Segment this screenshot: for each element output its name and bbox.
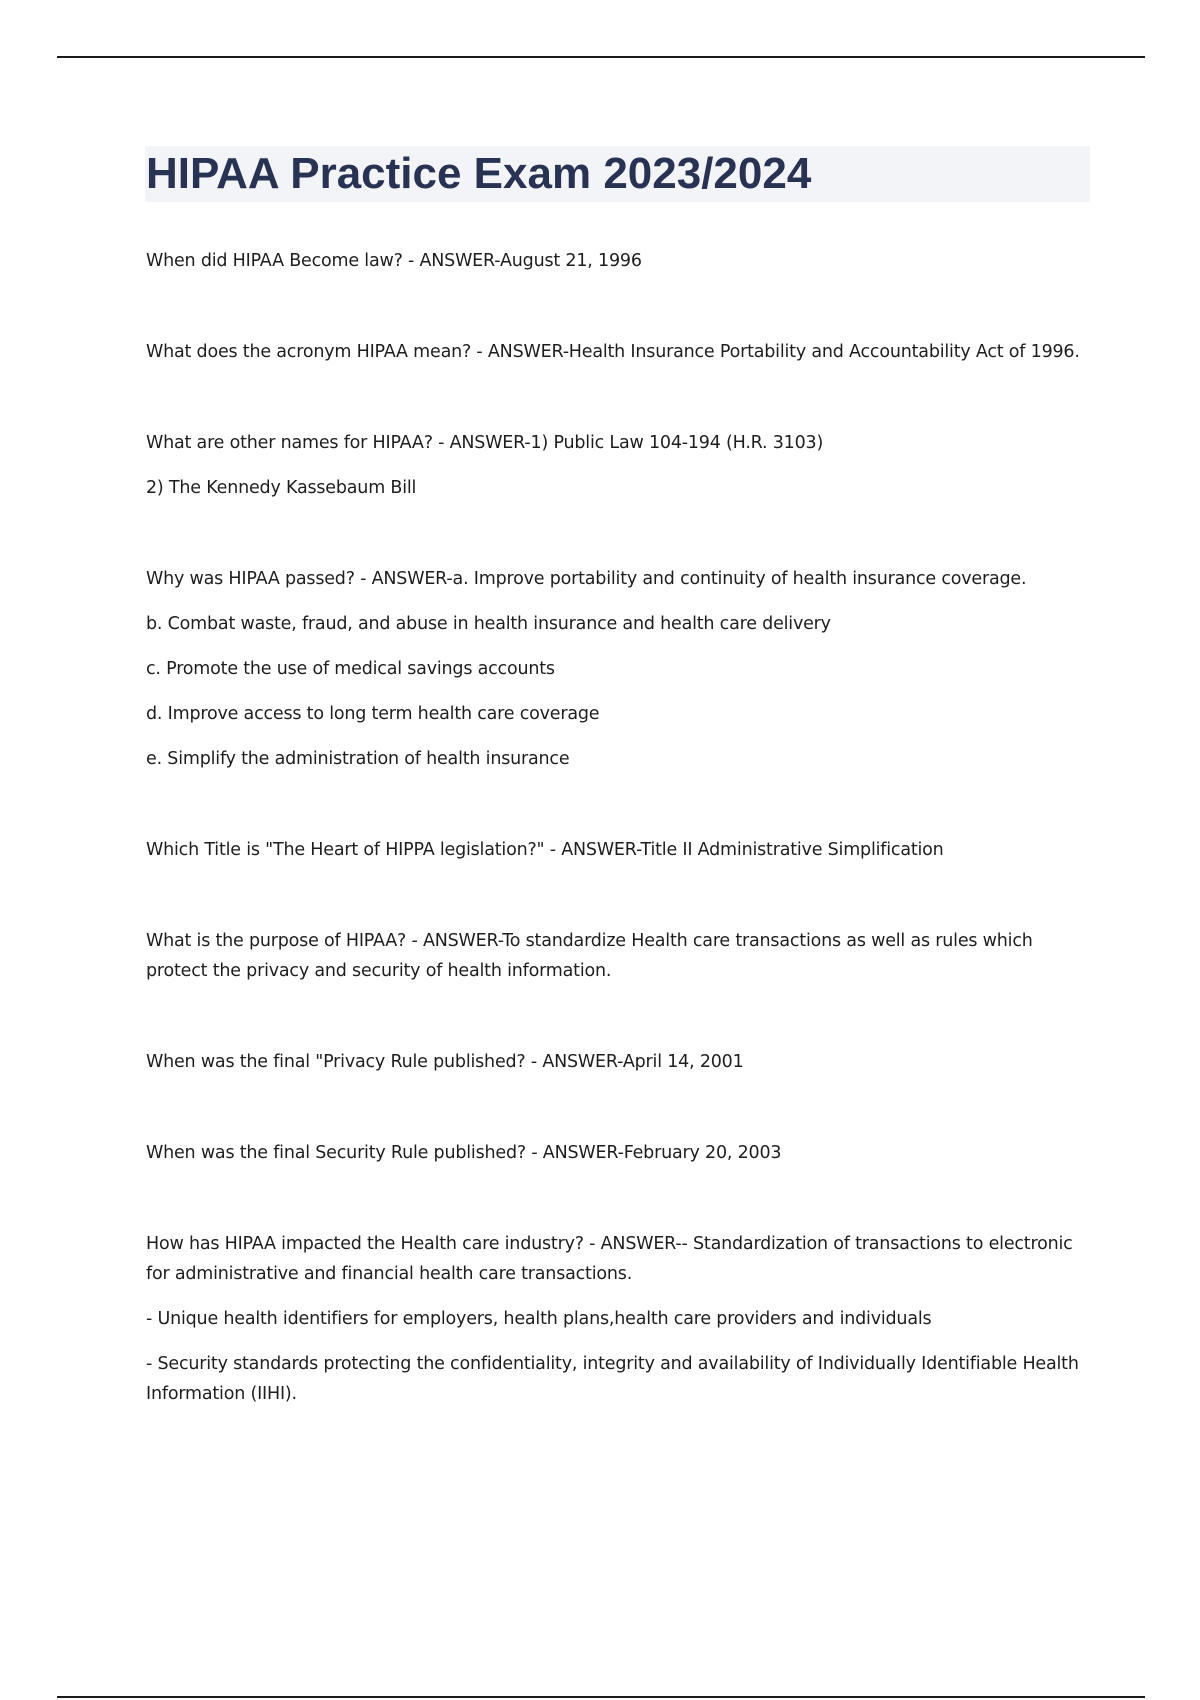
bottom-rule [57,1696,1145,1698]
qa-list [146,246,1086,1470]
top-rule [57,56,1145,58]
qa-item [146,428,1086,503]
qa-line: 2) The Kennedy Kassebaum Bill [146,478,417,498]
qa-line: b. Combat waste, fraud, and abuse in health insurance and health care delivery [146,614,831,634]
qa-line: How has HIPAA impacted the Health care industry? - ANSWER-- Standardization of transactions to electronic for administrative and financial health care transactions. [146,1234,1073,1284]
qa-line: - Security standards protecting the confidentiality, integrity and availability of Individually Identifiable Health Information (IIHI). [146,1354,1079,1404]
qa-line: What are other names for HIPAA? - ANSWER-1) Public Law 104-194 (H.R. 3103) [146,433,824,453]
qa-line: Which Title is "The Heart of HIPPA legislation?" - ANSWER-Title II Administrative Simplification [146,840,944,860]
qa-line: What is the purpose of HIPAA? - ANSWER-To standardize Health care transactions as well as rules which protect the privacy and security of health information. [146,931,1033,981]
qa-item [146,1138,1086,1168]
qa-line: c. Promote the use of medical savings accounts [146,659,555,679]
page-title: HIPAA Practice Exam 2023/2024 [146,149,812,198]
qa-line: When was the final Security Rule published? - ANSWER-February 20, 2003 [146,1143,782,1163]
qa-line: When did HIPAA Become law? - ANSWER-August 21, 1996 [146,251,642,271]
qa-line: - Unique health identifiers for employers, health plans,health care providers and individuals [146,1309,932,1329]
qa-item [146,835,1086,865]
qa-item [146,1047,1086,1077]
qa-line: Why was HIPAA passed? - ANSWER-a. Improve portability and continuity of health insurance coverage. [146,569,1027,589]
qa-item [146,564,1086,774]
qa-line: When was the final "Privacy Rule published? - ANSWER-April 14, 2001 [146,1052,744,1072]
qa-item [146,926,1086,986]
qa-line: What does the acronym HIPAA mean? - ANSWER-Health Insurance Portability and Accountability Act of 1996. [146,342,1080,362]
qa-line: e. Simplify the administration of health insurance [146,749,570,769]
qa-item [146,1229,1086,1409]
qa-line: d. Improve access to long term health care coverage [146,704,600,724]
qa-item [146,337,1086,367]
qa-item [146,246,1086,276]
